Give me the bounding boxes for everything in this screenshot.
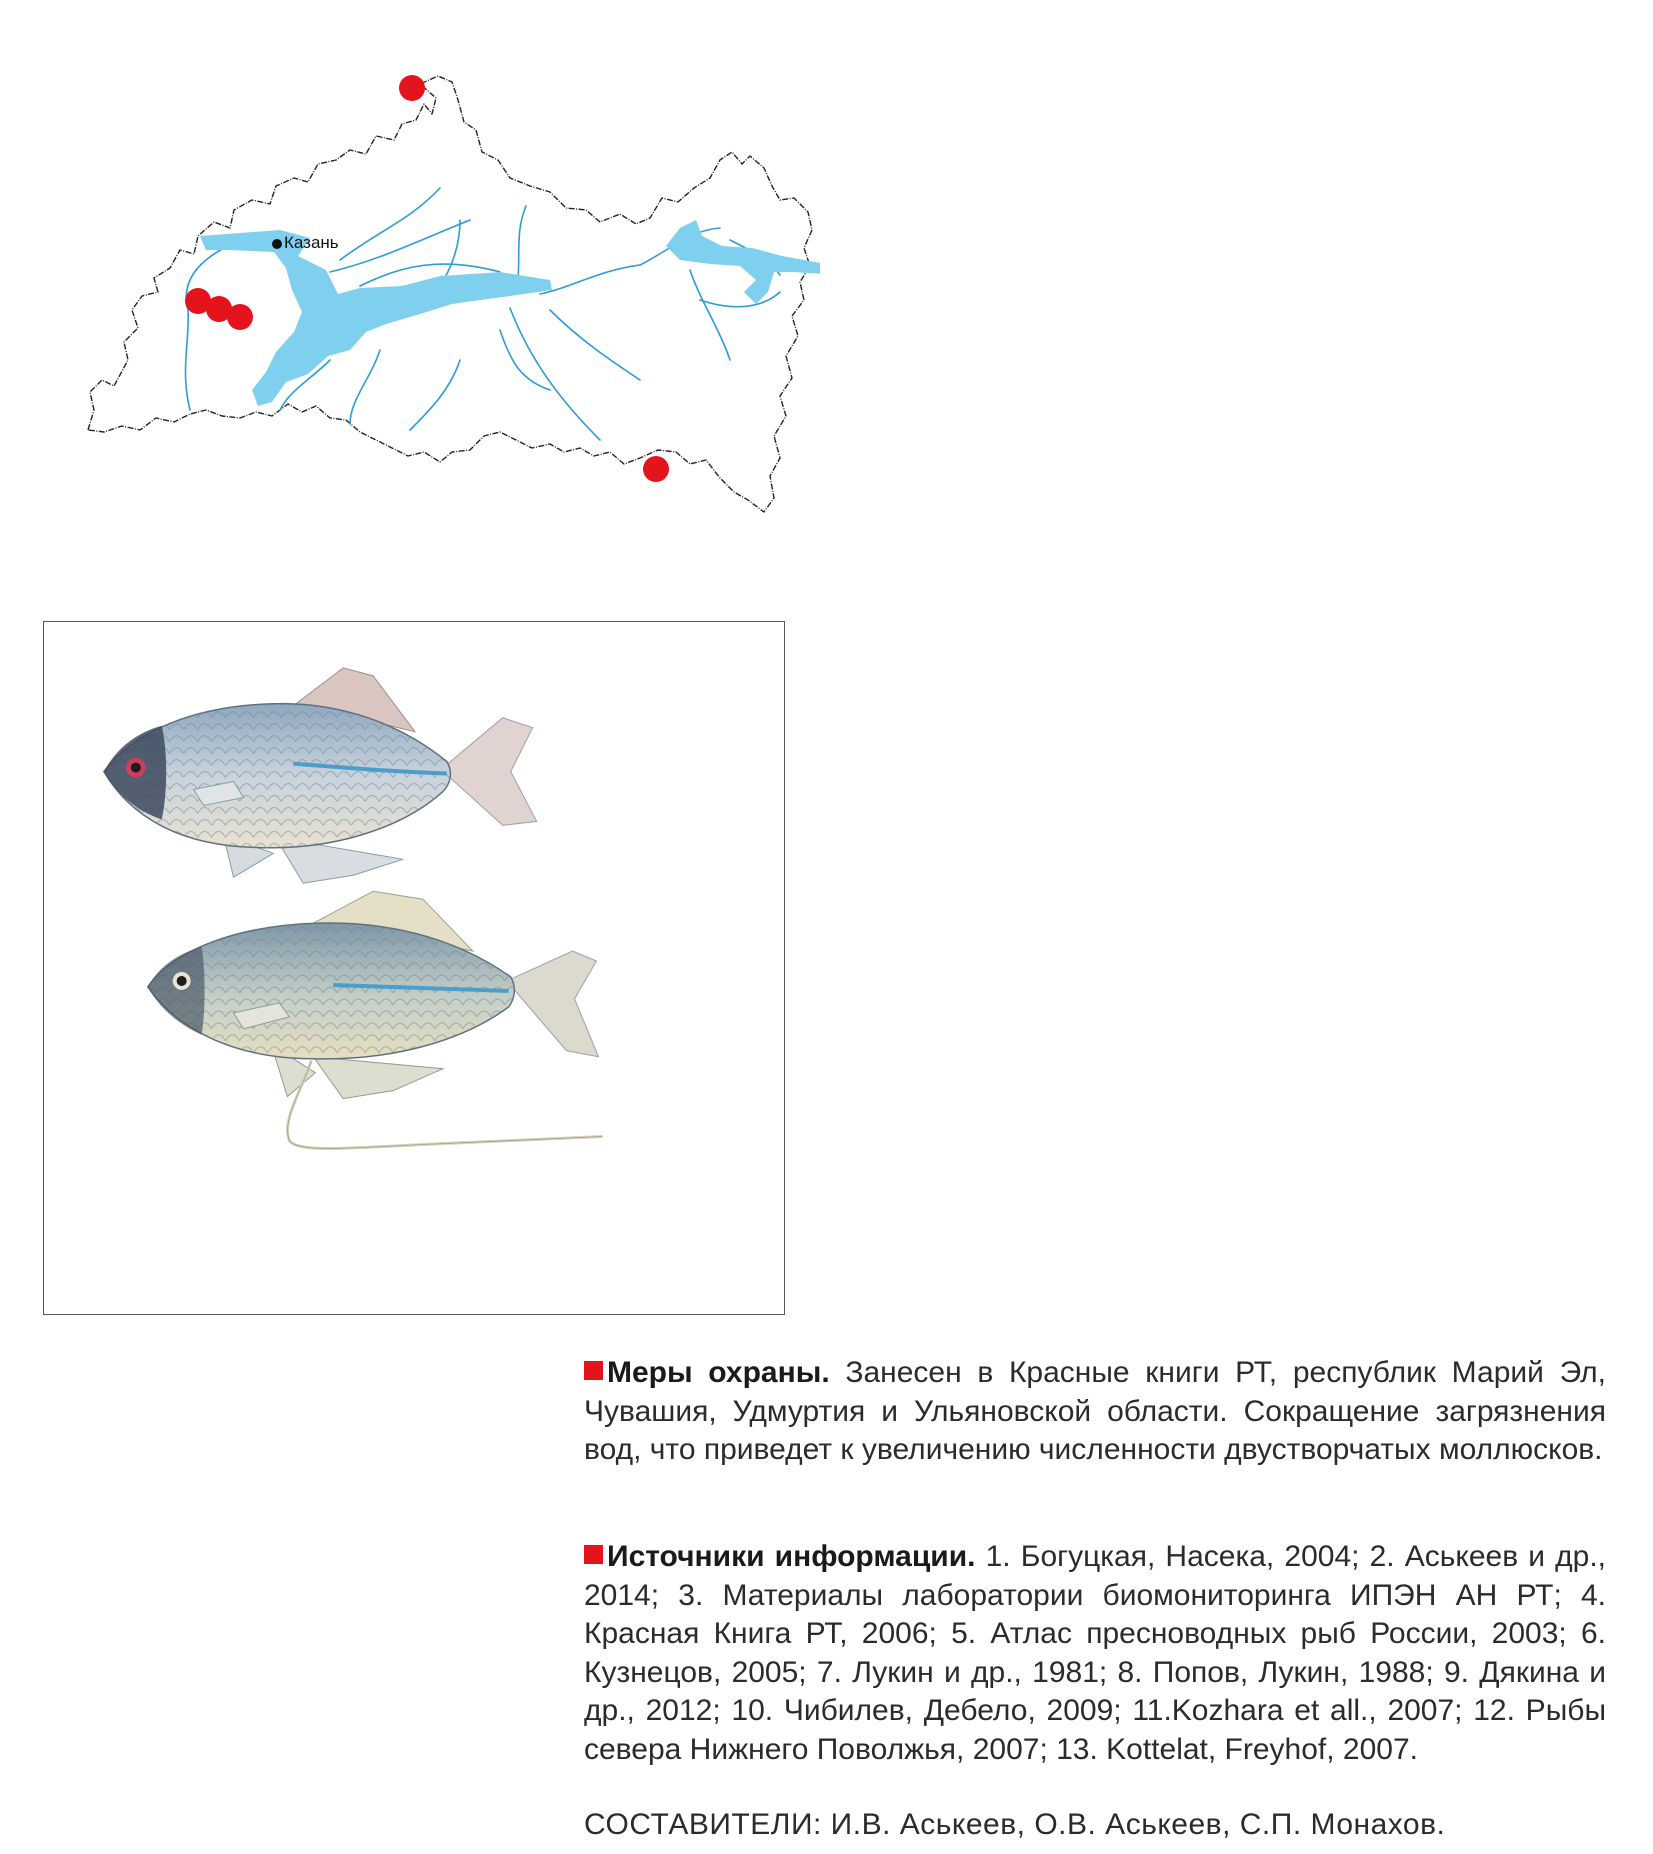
river xyxy=(350,350,380,424)
river xyxy=(700,292,780,307)
fish-drawing xyxy=(44,622,784,1314)
nizhnekamsk-reservoir xyxy=(666,220,820,304)
sources-text: 1. Богуцкая, Насека, 2004; 2. Аськеев и др., 2014; 3. Материалы лаборатории биомониторинга ИПЭН АН РТ; 4. Красная Книга РТ, 2006; 5. Атлас пресноводных рыб России, 2003; 6. Кузнецов, 2005; 7. Лукин и др., 1981; 8. Попов, Лукин, 1988; 9. Дякина и др., 2012; 10. Чибилев, Дебело, 2009; 11.Kozhara et all., 2007; 12. Рыбы севера Нижнего Поволжья, 2007; 13. Kottelat, Freyhof, 2007. xyxy=(584,1540,1606,1766)
river xyxy=(540,265,640,294)
river xyxy=(518,206,526,280)
section-marker xyxy=(584,1545,603,1564)
river xyxy=(410,360,460,430)
river xyxy=(500,330,550,390)
record-point xyxy=(227,304,253,330)
river xyxy=(185,246,228,410)
city-marker xyxy=(272,239,282,249)
city-label: Казань xyxy=(284,233,339,252)
sources-heading: Источники информации. xyxy=(607,1540,976,1573)
information-sources xyxy=(584,1538,1606,1769)
fish-male xyxy=(104,668,537,883)
measures-heading: Меры охраны. xyxy=(607,1356,830,1389)
authors-line: СОСТАВИТЕЛИ: И.В. Аськеев, О.В. Аськеев, С.П. Монахов. xyxy=(584,1808,1446,1841)
fish-illustration xyxy=(43,621,785,1315)
fish-female xyxy=(148,891,603,1148)
protection-measures xyxy=(584,1354,1606,1470)
distribution-map xyxy=(80,60,820,550)
measures-text: Занесен в Красные книги РТ, республик Марий Эл, Чувашия, Удмуртия и Ульяновской области. Сокращение загрязнения вод, что приведет к увеличению численности двустворчатых моллюсков. xyxy=(584,1356,1606,1466)
section-marker xyxy=(584,1361,603,1380)
record-point xyxy=(643,456,669,482)
record-point xyxy=(399,75,425,101)
river xyxy=(690,270,730,360)
river xyxy=(340,188,440,260)
river xyxy=(550,310,640,380)
